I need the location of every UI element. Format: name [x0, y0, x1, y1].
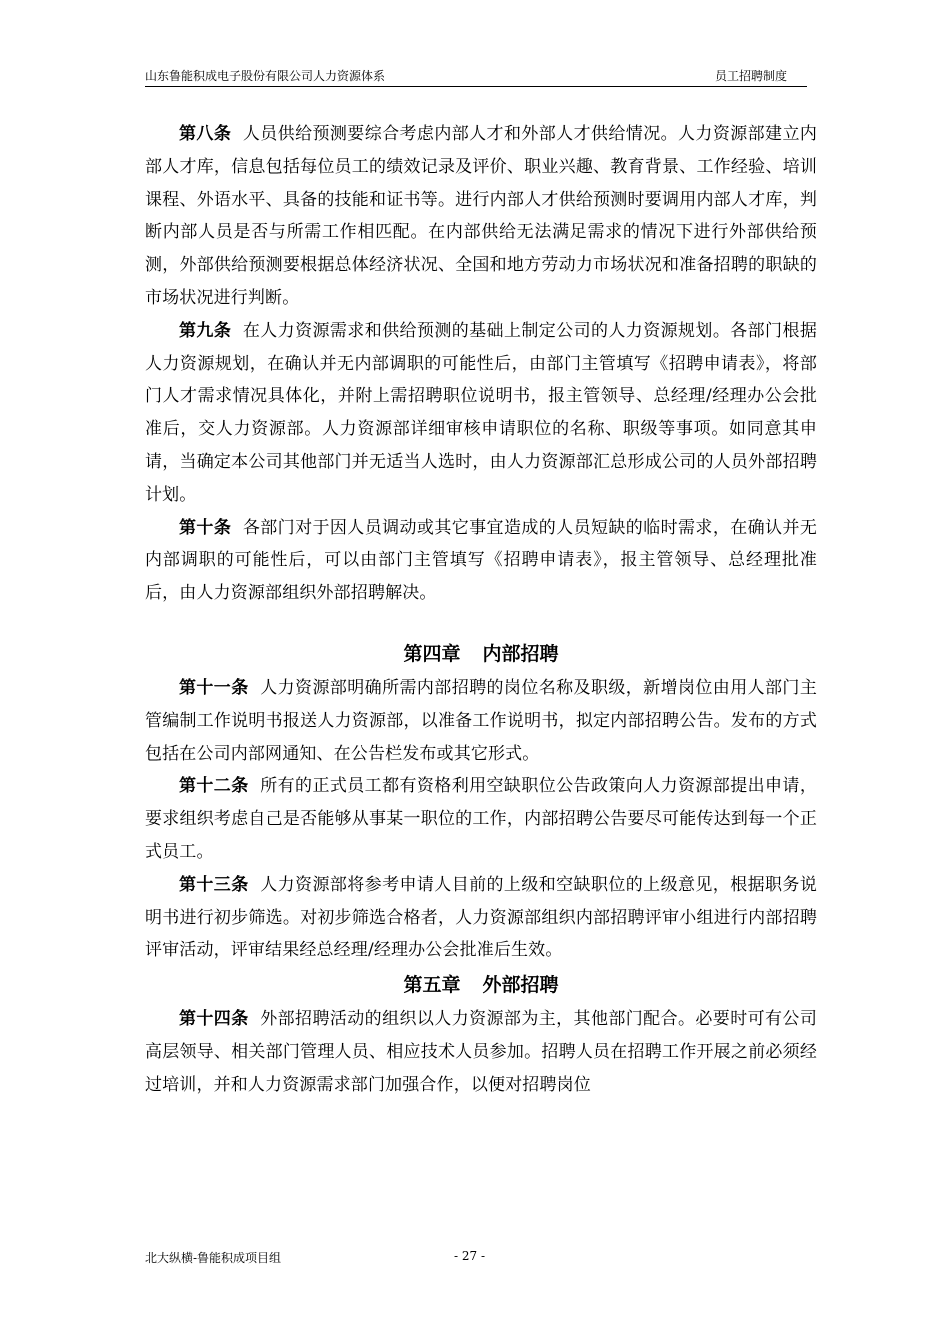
- article-13: [145, 869, 817, 967]
- page-header: [145, 68, 807, 87]
- footer-project: 北大纵横-鲁能积成项目组: [145, 1251, 282, 1265]
- article-10: [145, 512, 817, 610]
- article-13-text: 人力资源部将参考申请人目前的上级和空缺职位的上级意见，根据职务说明书进行初步筛选。对初步筛选合格者，人力资源部组织内部招聘评审小组进行内部招聘评审活动，评审结果经总经理/经理办公会批准后生效。: [145, 874, 817, 961]
- chapter-4-number: 第四章: [403, 642, 461, 665]
- article-9-text: 在人力资源需求和供给预测的基础上制定公司的人力资源规划。各部门根据人力资源规划，在确认并无内部调职的可能性后，由部门主管填写《招聘申请表》，将部门人才需求情况具体化，并附上需招聘职位说明书，报主管领导、总经理/经理办公会批准后，交人力资源部。人力资源部详细审核申请职位的名称、职级等事项。如同意其申请，当确定本公司其他部门并无适当人选时，由人力资源部汇总形成公司的人员外部招聘计划。: [145, 320, 818, 505]
- article-8-label: 第八条: [179, 124, 232, 144]
- chapter-5-title: 外部招聘: [482, 974, 559, 997]
- article-10-text: 各部门对于因人员调动或其它事宜造成的人员短缺的临时需求，在确认并无内部调职的可能性后，可以由部门主管填写《招聘申请表》，报主管领导、总经理批准后，由人力资源部组织外部招聘解决。: [145, 517, 818, 604]
- article-12-text: 所有的正式员工都有资格利用空缺职位公告政策向人力资源部提出申请，要求组织考虑自己是否能够从事某一职位的工作，内部招聘公告要尽可能传达到每一个正式员工。: [145, 776, 817, 862]
- article-14-text: 外部招聘活动的组织以人力资源部为主，其他部门配合。必要时可有公司高层领导、相关部门管理人员、相应技术人员参加。招聘人员在招聘工作开展之前必须经过培训，并和人力资源需求部门加强合作，以便对招聘岗位: [145, 1009, 817, 1095]
- document-body: [145, 118, 817, 1102]
- page-number: - 27 -: [454, 1249, 486, 1263]
- article-11-label: 第十一条: [179, 677, 249, 698]
- article-11: [145, 672, 817, 770]
- chapter-4-heading: [145, 636, 817, 672]
- header-doc-title: 员工招聘制度: [714, 69, 787, 83]
- chapter-5-number: 第五章: [403, 974, 461, 997]
- article-8: [145, 118, 817, 315]
- article-11-text: 人力资源部明确所需内部招聘的岗位名称及职级，新增岗位由用人部门主管编制工作说明书报送人力资源部，以准备工作说明书，拟定内部招聘公告。发布的方式包括在公司内部网通知、在公告栏发布或其它形式。: [145, 677, 817, 764]
- chapter-4-title: 内部招聘: [482, 642, 559, 665]
- article-14: [145, 1003, 817, 1101]
- article-12-label: 第十二条: [179, 776, 249, 797]
- article-10-label: 第十条: [179, 517, 232, 538]
- article-14-label: 第十四条: [179, 1009, 249, 1030]
- article-9: [145, 315, 817, 512]
- article-9-label: 第九条: [179, 320, 232, 341]
- article-8-text: 人员供给预测要综合考虑内部人才和外部人才供给情况。人力资源部建立内部人才库，信息包括每位员工的绩效记录及评价、职业兴趣、教育背景、工作经验、培训课程、外语水平、具备的技能和证书等。进行内部人才供给预测时要调用内部人才库，判断内部人员是否与所需工作相匹配。在内部供给无法满足需求的情况下进行外部供给预测，外部供给预测要根据总体经济状况、全国和地方劳动力市场状况和准备招聘的职缺的市场状况进行判断。: [145, 124, 818, 308]
- article-12: [145, 770, 817, 868]
- article-13-label: 第十三条: [179, 874, 249, 895]
- chapter-5-heading: [145, 967, 817, 1003]
- header-company: 山东鲁能积成电子股份有限公司人力资源体系: [145, 69, 386, 83]
